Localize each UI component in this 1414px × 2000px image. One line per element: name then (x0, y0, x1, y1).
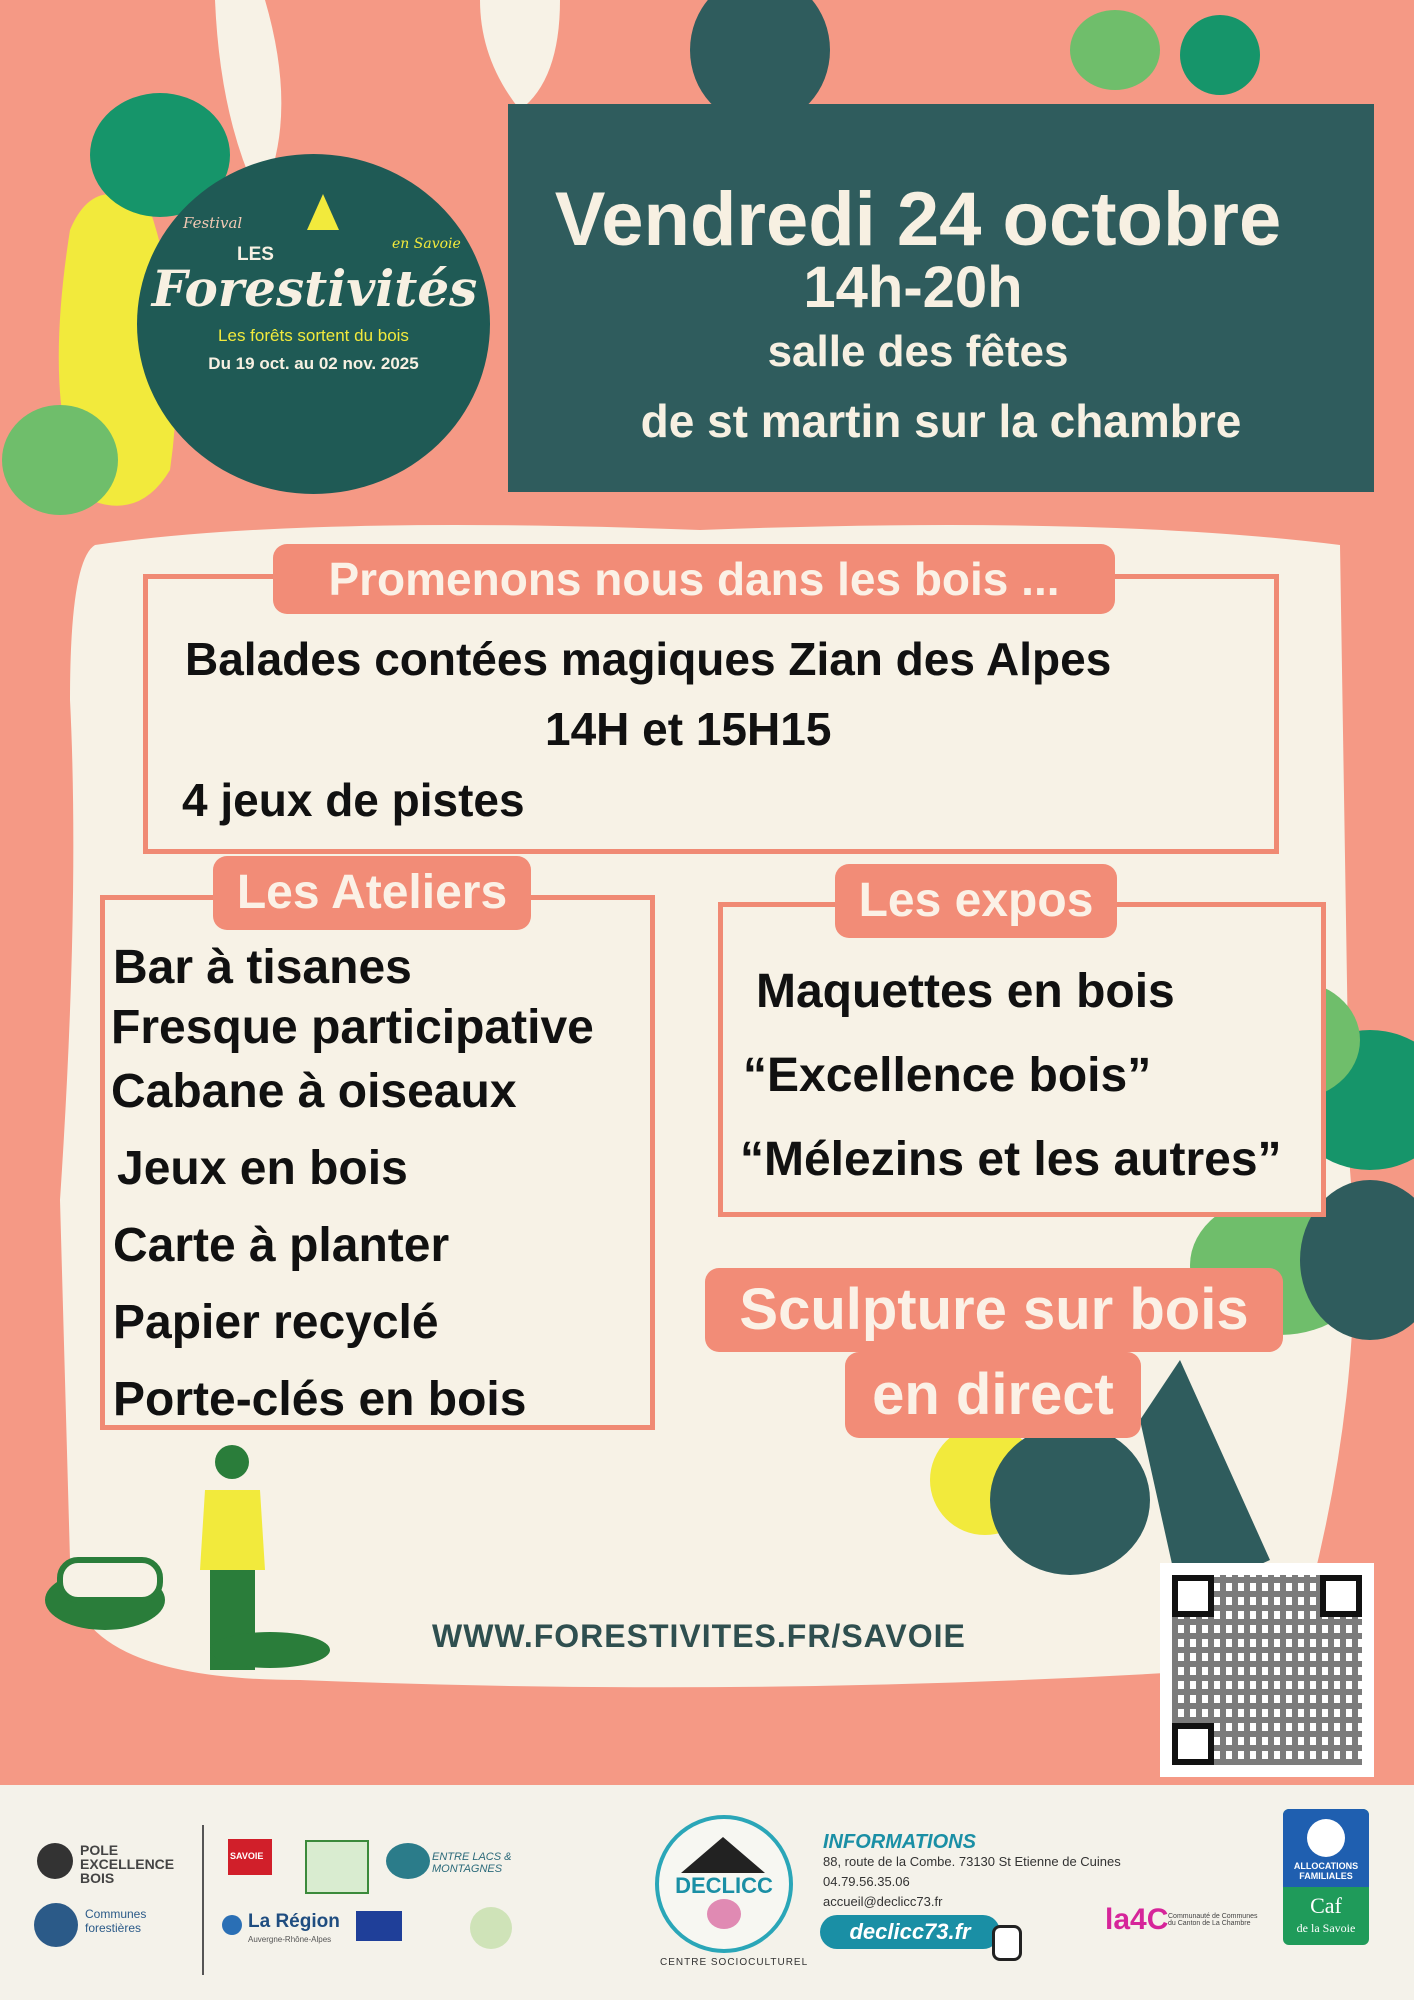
declicc-logo (655, 1815, 793, 1953)
region-label: La Région (248, 1911, 340, 1932)
caf-logo (1283, 1809, 1369, 1945)
gal-label: ENTRE LACS & MONTAGNES (432, 1851, 512, 1875)
logo-region: en Savoie (392, 236, 461, 252)
info-address: 88, route de la Combe. 73130 St Etienne de Cuines (823, 1854, 1121, 1869)
divider (202, 1825, 204, 1975)
event-place-line2: de st martin sur la chambre (640, 395, 1242, 447)
atelier-item: Carte à planter (113, 1219, 450, 1272)
atelier-item: Papier recyclé (113, 1296, 439, 1349)
atelier-item: Fresque participative (111, 1001, 594, 1054)
website-url[interactable]: WWW.FORESTIVITES.FR/SAVOIE (432, 1618, 966, 1654)
region-logo-icon (222, 1915, 242, 1935)
atelier-item: Porte-clés en bois (113, 1373, 527, 1426)
la4c-logo: la4C (1105, 1903, 1169, 1936)
info-email[interactable]: accueil@declicc73.fr (823, 1894, 943, 1909)
logo-tagline: Les forêts sortent du bois (218, 326, 409, 345)
promenons-line3: 4 jeux de pistes (182, 774, 525, 826)
qr-code[interactable] (1160, 1563, 1374, 1777)
logo-dates: Du 19 oct. au 02 nov. 2025 (208, 354, 419, 373)
info-title: INFORMATIONS (823, 1831, 976, 1853)
event-place-line1: salle des fêtes (767, 327, 1069, 376)
caf-name: Caf (1310, 1893, 1342, 1918)
declicc-centre-label: CENTRE SOCIOCULTUREL (660, 1957, 809, 1968)
pole-excellence-label: POLE EXCELLENCE BOIS (80, 1842, 175, 1886)
caf-sub: de la Savoie (1296, 1921, 1356, 1935)
forest-logo-icon (470, 1907, 512, 1949)
event-time: 14h-20h (803, 255, 1023, 320)
event-date: Vendredi 24 octobre (554, 177, 1282, 262)
atelier-item: Bar à tisanes (113, 941, 412, 994)
pole-excellence-logo-icon (37, 1843, 73, 1879)
family-icon (1307, 1819, 1345, 1857)
la4c-mark-icon (1150, 1825, 1210, 1865)
expos-title: Les expos (835, 864, 1117, 938)
communes-label: Communes forestières (85, 1907, 147, 1935)
leader-logo-icon (305, 1840, 369, 1894)
atelier-item: Jeux en bois (117, 1142, 408, 1195)
tree-icon (707, 1899, 741, 1929)
logo-campfire-icon (307, 194, 339, 230)
declicc-name: DECLICC (675, 1873, 773, 1898)
expo-item: “Excellence bois” (743, 1049, 1152, 1102)
footer-partners (0, 1785, 1414, 2000)
caf-top: ALLOCATIONS FAMILIALES (1293, 1861, 1359, 1881)
region-sub: Auvergne-Rhône-Alpes (248, 1935, 332, 1944)
mountain-icon (681, 1837, 765, 1873)
sculpture-line2: en direct (845, 1352, 1141, 1438)
eu-flag-icon (356, 1911, 402, 1941)
promenons-line1: Balades contées magiques Zian des Alpes (185, 633, 1112, 685)
hand-pointer-icon (992, 1925, 1022, 1961)
event-header (508, 104, 1374, 492)
logo-festival-label: Festival (183, 214, 243, 232)
expo-item: Maquettes en bois (756, 965, 1175, 1018)
promenons-line2: 14H et 15H15 (545, 703, 832, 755)
festival-logo (137, 154, 490, 494)
savoie-label: SAVOIE (230, 1851, 264, 1861)
logo-name: Forestivités (151, 259, 478, 318)
gal-logo-icon (386, 1843, 430, 1879)
declicc-site-button[interactable]: declicc73.fr (820, 1915, 1000, 1949)
sculpture-line1: Sculpture sur bois (705, 1268, 1283, 1352)
expo-item: “Mélezins et les autres” (740, 1133, 1282, 1186)
info-phone: 04.79.56.35.06 (823, 1874, 910, 1889)
atelier-item: Cabane à oiseaux (111, 1065, 517, 1118)
ateliers-title: Les Ateliers (213, 856, 531, 930)
communes-logo-icon (34, 1903, 78, 1947)
promenons-title: Promenons nous dans les bois ... (273, 544, 1115, 614)
logo-les: LES (237, 244, 274, 265)
la4c-sub: Communauté de Communes du Canton de La Chambre (1168, 1913, 1258, 1927)
